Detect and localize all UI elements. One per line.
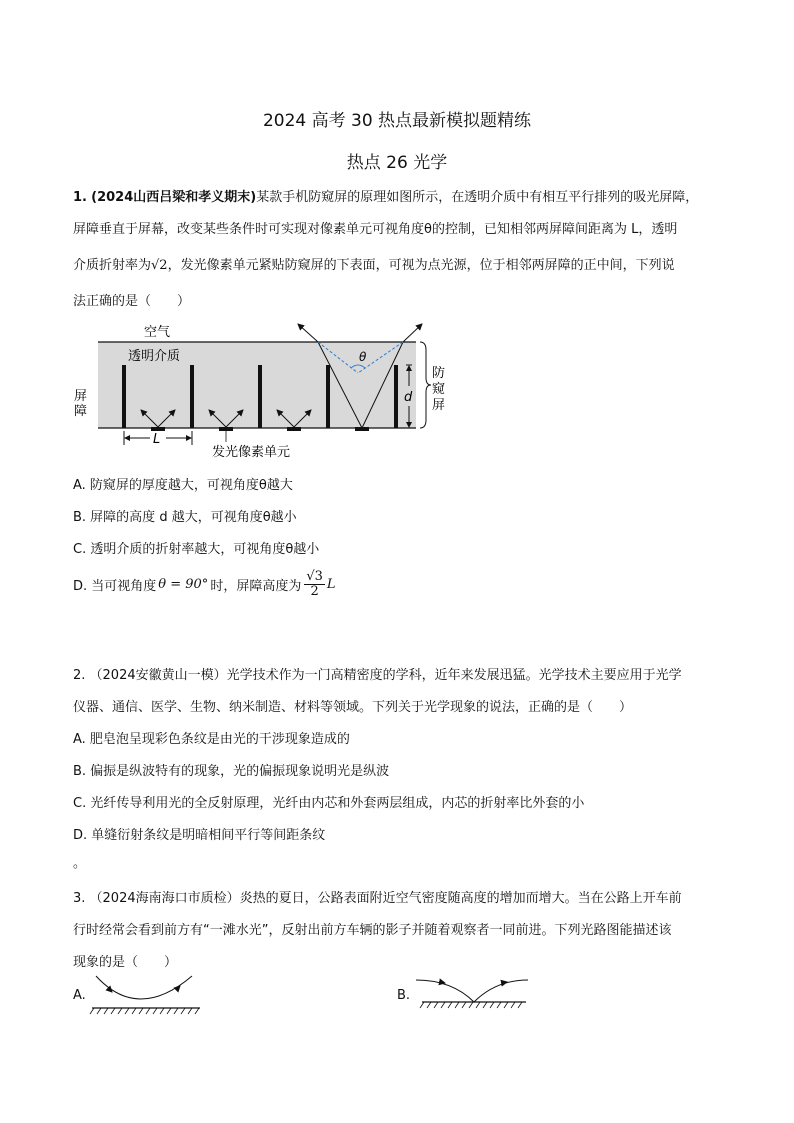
fraction-denominator: 2 — [310, 584, 319, 599]
q1-line3-b: ，发光像素单元紧贴防窥屏的下表面，可视为点光源，位于相邻两屏障的正中间，下列说 — [167, 258, 675, 273]
label-barrier-1: 屏 — [74, 389, 88, 404]
page-title: 2024 高考 30 热点最新模拟题精练 — [262, 111, 532, 131]
q2-line-1: 2. （2024安徽黄山一模）光学技术作为一门高精密度的学科，近年来发展迅猛。光学技术主要应用于光学 — [73, 668, 682, 683]
pixel — [287, 427, 301, 431]
q1-line1-text: 某款手机防窥屏的原理如图所示，在透明介质中有相互平行排列的吸光屏障， — [256, 190, 699, 205]
q2-option-c[interactable]: C. 光纤传导利用光的全反射原理，光纤由内芯和外套两层组成，内芯的折射率比外套的小 — [73, 796, 585, 811]
screen-brace — [420, 342, 431, 428]
q1-line-1 — [73, 186, 698, 205]
q1-source: (2024山西吕梁和孝义期末) — [91, 190, 257, 205]
barrier — [394, 365, 398, 428]
barrier — [326, 365, 330, 428]
L-arrow-right — [186, 435, 192, 441]
page-subtitle: 热点 26 光学 — [346, 153, 448, 173]
label-L: L — [153, 432, 161, 447]
q3-option-b-diagram[interactable] — [412, 972, 532, 1016]
incident-ray — [416, 980, 474, 1002]
q1-option-d-equation: θ = 90° — [158, 577, 209, 592]
q3-line-1: 3. （2024海南海口市质检）炎热的夏日，公路表面附近空气密度随高度的增加而增大。当在公路上开车前 — [73, 891, 682, 906]
q2-option-a[interactable]: A. 肥皂泡呈现彩色条纹是由光的干涉现象造成的 — [73, 732, 350, 747]
label-barrier-2: 障 — [74, 404, 88, 419]
q3-line-2: 行时经常会看到前方有“一滩水光”，反射出前方车辆的影子并随着观察者一同前进。下列光路图能描述该 — [73, 923, 672, 938]
q1-option-d-text-b: 时，屏障高度为 — [210, 579, 302, 594]
q2-option-d[interactable]: D. 单缝衍射条纹是明暗相间平行等间距条纹 — [73, 828, 326, 843]
q1-number: 1. — [73, 190, 87, 205]
q3-option-a-label[interactable]: A. — [73, 988, 86, 1003]
q1-option-c[interactable]: C. 透明介质的折射率越大，可视角度θ越小 — [73, 542, 320, 557]
q2-option-b[interactable]: B. 偏振是纵波特有的现象，光的偏振现象说明光是纵波 — [73, 764, 390, 779]
q3-line-3: 现象的是（ ） — [73, 955, 178, 970]
q2-trailing-mark: 。 — [73, 856, 87, 871]
label-screen-2: 窥 — [432, 382, 446, 397]
label-medium: 透明介质 — [128, 349, 181, 364]
q1-figure — [70, 318, 460, 463]
q3-option-a-diagram[interactable] — [88, 972, 208, 1016]
barrier — [122, 365, 126, 428]
q2-line-2: 仪器、通信、医学、生物、纳米制造、材料等领域。下列关于光学现象的说法，正确的是（ ） — [73, 700, 633, 715]
label-screen-1: 防 — [432, 366, 446, 381]
pixel — [219, 427, 233, 431]
q1-option-d[interactable] — [73, 570, 336, 599]
q1-option-a[interactable]: A. 防窥屏的厚度越大，可视角度θ越大 — [73, 478, 293, 493]
label-air: 空气 — [144, 325, 171, 340]
q1-option-b[interactable]: B. 屏障的高度 d 越大，可视角度θ越小 — [73, 510, 297, 525]
barrier — [190, 365, 194, 428]
label-theta: θ — [359, 350, 367, 364]
label-d: d — [404, 390, 413, 405]
q1-line3-a: 介质折射率为 — [73, 258, 152, 273]
q1-line-4: 法正确的是（ ） — [73, 294, 191, 309]
curved-ray — [96, 976, 192, 999]
q1-line-3 — [73, 254, 675, 273]
barrier — [258, 365, 262, 428]
q1-line-2: 屏障垂直于屏幕，改变某些条件时可实现对像素单元可视角度θ的控制，已知相邻两屏障间距离为 L，透明 — [73, 222, 678, 237]
label-pixel: 发光像素单元 — [212, 445, 291, 460]
ray-out-right — [403, 324, 422, 342]
L-arrow-left — [124, 435, 130, 441]
q1-sqrt2: √2 — [151, 258, 168, 273]
q1-option-d-L: L — [326, 577, 336, 592]
q3-option-b-label[interactable]: B. — [397, 988, 411, 1003]
pixel — [151, 427, 165, 431]
ray-out-left — [298, 324, 318, 342]
label-screen-3: 屏 — [432, 398, 446, 413]
fraction-numerator: √3 — [306, 569, 323, 584]
q1-option-d-text-a: D. 当可视角度 — [73, 579, 157, 594]
reflected-ray — [474, 980, 528, 1002]
q1-option-d-fraction — [304, 570, 325, 599]
